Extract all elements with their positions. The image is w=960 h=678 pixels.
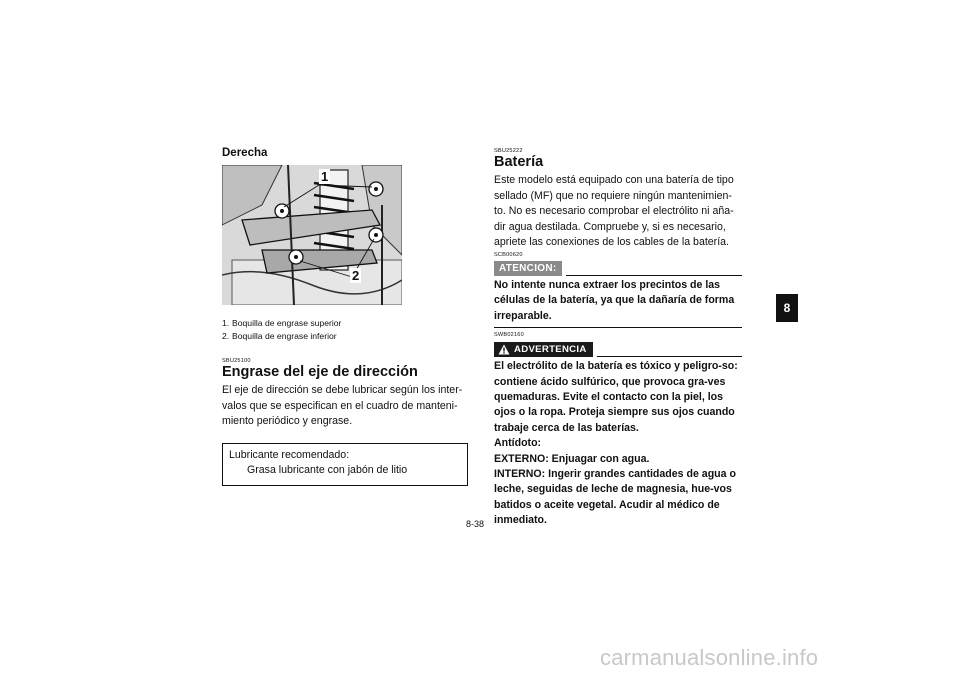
lubricant-value: Grasa lubricante con jabón de litio [247, 463, 408, 476]
section-code: SBU25222 [494, 148, 523, 154]
caution-code: SCB00620 [494, 251, 523, 258]
antidote-external: EXTERNO: Enjuagar con agua. [494, 452, 650, 465]
legend-item [222, 330, 468, 343]
lubricant-box [222, 443, 468, 486]
legend-number: 1. [222, 318, 230, 328]
warning-text: El electrólito de la batería es tóxico y peligro-so: contiene ácido sulfúrico, que provoca gra-ves quemaduras. Evite el contacto con la piel, los ojos o la ropa. Proteja siempre sus ojos cuando trabaje cerca de las baterías. [494, 360, 738, 434]
warning-label: ADVERTENCIA [514, 344, 587, 356]
figure-label-1: 1 [321, 169, 329, 184]
suspension-figure [222, 165, 402, 305]
caution-header [494, 261, 742, 276]
legend-item [222, 317, 468, 330]
section-title-steering: Engrase del eje de dirección [222, 364, 418, 380]
antidote-internal: INTERNO: Ingerir grandes cantidades de agua o leche, seguidas de leche de magnesia, hue-vos batidos o aceite vegetal. Acudir al médico de inmediato. [494, 468, 736, 527]
legend-text: Boquilla de engrase superior [232, 318, 342, 328]
left-column [222, 147, 468, 486]
section-title-battery: Batería [494, 154, 544, 170]
caution-text: No intente nunca extraer los precintos de las células de la batería, ya que la dañaría de forma irreparable. [494, 278, 735, 322]
figure-title: Derecha [222, 147, 268, 159]
warning-triangle-icon [498, 344, 510, 355]
chapter-tab: 8 [776, 294, 798, 322]
section-code: SBU25100 [222, 358, 251, 364]
page-number: 8-38 [466, 519, 485, 529]
warning-badge [494, 342, 593, 357]
lubricant-label: Lubricante recomendado: [229, 448, 350, 461]
caution-end-rule [494, 327, 742, 328]
warning-rule [597, 355, 742, 357]
caution-rule [566, 274, 742, 276]
legend-text: Boquilla de engrase inferior [232, 331, 337, 341]
figure-label-2: 2 [352, 268, 360, 283]
warning-header [494, 342, 742, 357]
warning-code: SWB02160 [494, 332, 524, 339]
section-body-steering: El eje de dirección se debe lubricar según los inter-valos que se especifican en el cuadro de manteni-miento periódico y engrase. [222, 384, 463, 428]
figure-legend [222, 317, 468, 343]
antidote-heading: Antídoto: [494, 437, 542, 450]
watermark: carmanualsonline.info [600, 645, 819, 670]
caution-label: ATENCION: [494, 261, 562, 276]
suspension-illustration [222, 165, 402, 305]
right-column [494, 148, 742, 529]
section-body-battery: Este modelo está equipado con una batería de tipo sellado (MF) que no requiere ningún mantenimien-to. No es necesario comprobar el electrólito ni aña-dir agua destilada. Compruebe y, si es necesario, apriete las conexiones de los cables de la batería. [494, 174, 734, 249]
legend-number: 2. [222, 331, 230, 341]
